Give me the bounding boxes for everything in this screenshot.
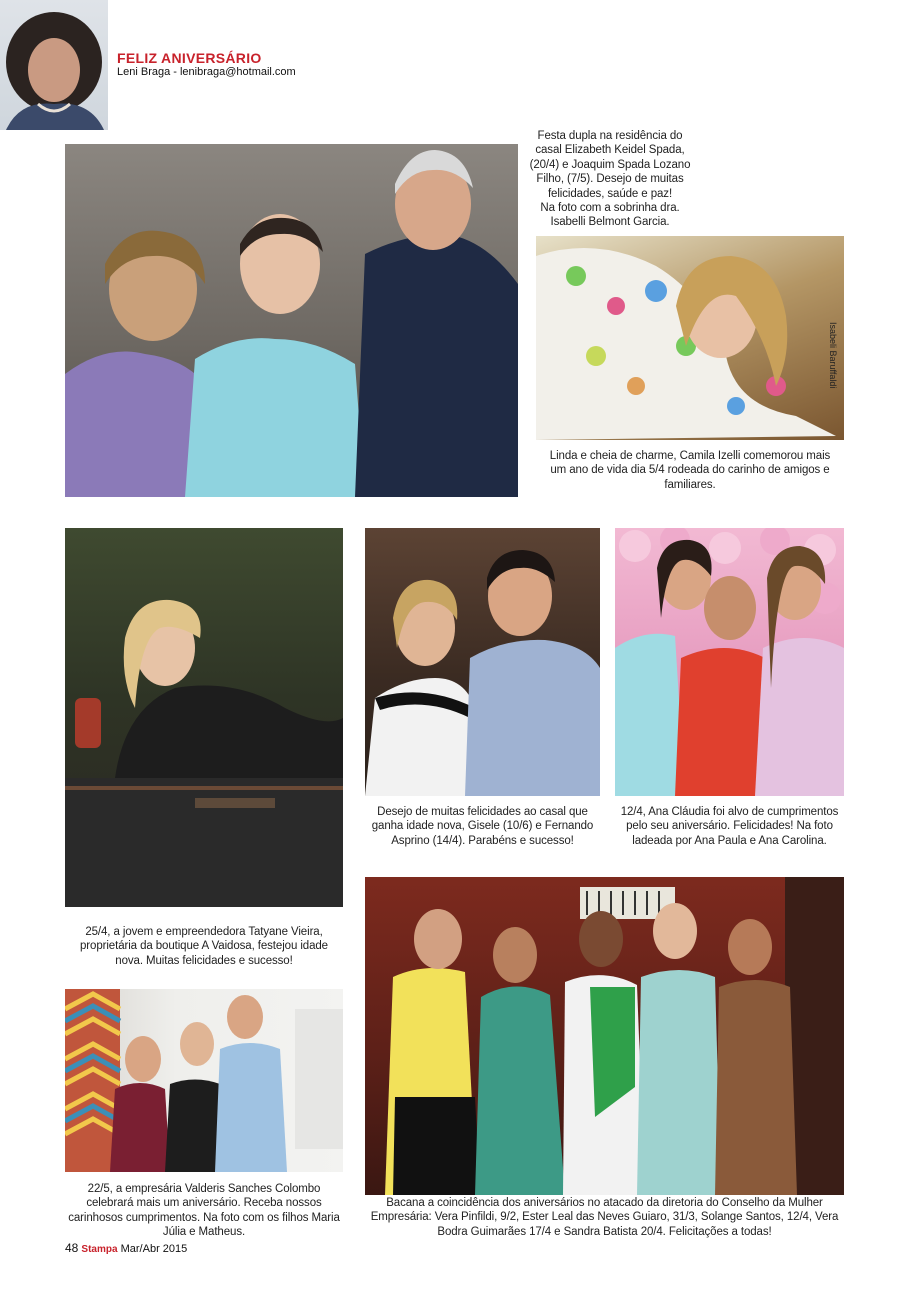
photo-gisele-fernando xyxy=(365,528,600,796)
photo-tatyane xyxy=(65,528,343,907)
caption-line: ganha idade nova, Gisele (10/6) e Fernando xyxy=(371,820,594,833)
caption-line: (20/4) e Joaquim Spada Lozano xyxy=(529,158,691,171)
page-footer xyxy=(65,1241,187,1255)
section-title: FELIZ ANIVERSÁRIO xyxy=(117,50,262,66)
section-author: Leni Braga - lenibraga@hotmail.com xyxy=(117,66,296,78)
caption-line: Linda e cheia de charme, Camila Izelli comemorou mais xyxy=(549,450,831,462)
magazine-brand: Stampa xyxy=(81,1244,118,1255)
caption-line: celebrará mais um aniversário. Receba nossos xyxy=(86,1197,322,1210)
columnist-portrait xyxy=(0,0,108,130)
photo-camila xyxy=(536,236,844,440)
photo-credit: Isabeli Baruffaldi xyxy=(828,322,838,389)
caption-line: Asprino (14/4). Parabéns e sucesso! xyxy=(391,834,574,847)
caption-line: 22/5, a empresária Valderis Sanches Colombo xyxy=(87,1183,321,1195)
columnist-photo xyxy=(0,0,108,130)
caption-line: pelo seu aniversário. Felicidades! Na foto xyxy=(626,820,833,833)
caption-valderis xyxy=(65,1182,343,1240)
caption-line: Bacana a coincidência dos aniversários no atacado da diretoria do Conselho da Mulher xyxy=(386,1197,823,1209)
photo-conselho-mulher xyxy=(365,877,844,1195)
issue-date: Mar/Abr 2015 xyxy=(120,1243,188,1255)
caption-gisele-fernando xyxy=(355,805,610,848)
photo-spada-family xyxy=(65,144,518,497)
caption-line: casal Elizabeth Keidel Spada, xyxy=(535,144,685,157)
caption-line: Desejo de muitas felicidades ao casal que xyxy=(377,806,588,818)
caption-line: um ano de vida dia 5/4 rodeada do carinho de amigos e xyxy=(550,464,830,477)
caption-line: ladeada por Ana Paula e Ana Carolina. xyxy=(632,834,827,847)
caption-line: proprietária da boutique A Vaidosa, festejou idade xyxy=(80,940,328,953)
caption-camila xyxy=(536,449,844,492)
caption-line: Isabelli Belmont Garcia. xyxy=(550,216,670,229)
caption-line: Filho, (7/5). Desejo de muitas xyxy=(536,173,684,186)
caption-line: Na foto com a sobrinha dra. xyxy=(540,202,680,215)
caption-line: Empresária: Vera Pinfildi, 9/2, Ester Leal das Neves Guiaro, 31/3, Solange Santos, 12/4, Vera xyxy=(370,1211,839,1224)
caption-conselho-mulher xyxy=(355,1196,854,1239)
caption-line: Bodra Guimarães 17/4 e Sandra Batista 20/4. Felicitações a todas! xyxy=(437,1225,772,1238)
caption-line: 12/4, Ana Cláudia foi alvo de cumprimentos xyxy=(620,806,839,818)
caption-line: Festa dupla na residência do xyxy=(537,130,683,142)
caption-ana-claudia xyxy=(608,805,851,848)
caption-line: Júlia e Matheus. xyxy=(162,1226,246,1239)
caption-line: familiares. xyxy=(664,478,716,491)
caption-spada-family xyxy=(520,129,700,230)
caption-line: 25/4, a jovem e empreendedora Tatyane Vieira, xyxy=(85,926,323,938)
photo-valderis xyxy=(65,989,343,1172)
caption-line: carinhosos cumprimentos. Na foto com os filhos Maria xyxy=(68,1211,340,1224)
caption-line: felicidades, saúde e paz! xyxy=(547,187,673,200)
caption-tatyane xyxy=(65,925,343,968)
photo-ana-claudia xyxy=(615,528,844,796)
caption-line: nova. Muitas felicidades e sucesso! xyxy=(115,954,293,967)
page-number: 48 xyxy=(65,1241,79,1255)
